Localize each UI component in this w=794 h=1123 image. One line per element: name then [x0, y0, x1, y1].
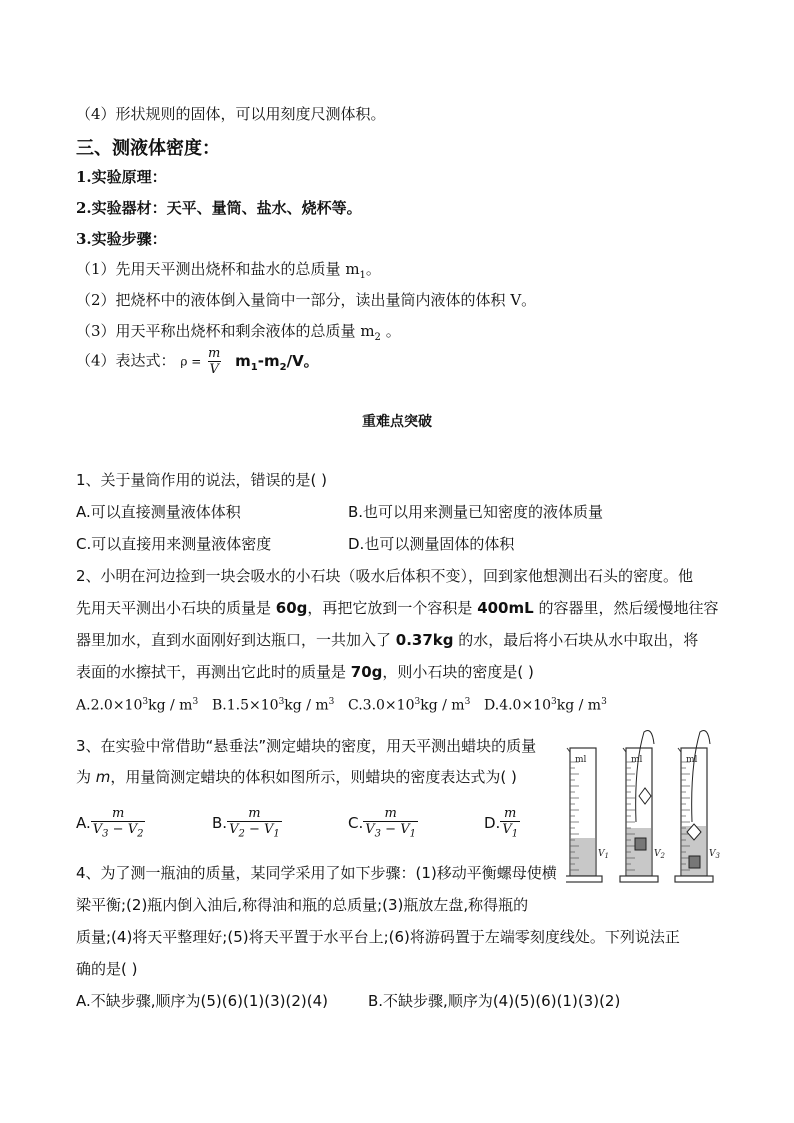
cylinder-base — [566, 876, 602, 882]
cylinder-volume-label: $V_3$ — [709, 849, 720, 860]
q4-line-4: 确的是( ) — [76, 960, 138, 978]
step-4-label: （4）表达式： — [76, 351, 176, 370]
step-3-sub: 2 — [374, 332, 381, 343]
q3-option-fraction: $\frac{m}{V_1}$ — [502, 806, 519, 840]
wax-block — [639, 788, 651, 804]
focus-title: 重难点突破 — [362, 414, 432, 430]
density-expression: $m_1-m_2/V$。 — [235, 351, 319, 373]
step-1 — [76, 258, 381, 281]
cylinder-base — [620, 876, 658, 882]
q2-option-b: $B.1.5\times 10^3kg / m^3$ — [212, 697, 335, 714]
q1-option-c: C.可以直接用来测量液体密度 — [76, 535, 272, 553]
equipment-line — [76, 197, 362, 218]
section-heading: 三、测液体密度： — [76, 138, 220, 159]
step-1-end: 。 — [365, 260, 381, 278]
q2-option-a: $A.2.0\times 10^3kg / m^3$ — [76, 697, 199, 714]
density-fraction — [206, 346, 222, 377]
q2-mass-1: 60g — [275, 599, 308, 617]
q3-line-2: 为 m，用量筒测定蜡块的体积如图所示，则蜡块的密度表达式为( ) — [76, 768, 517, 786]
q2-mass-2: 70g — [350, 663, 383, 681]
q2-line-1: 2、小明在河边捡到一块会吸水的小石块（吸水后体积不变），回到家他想测出石头的密度。他 — [76, 567, 694, 585]
step-3-end: 。 — [380, 322, 401, 340]
q4-line-1: 4、为了测一瓶油的质量，某同学采用了如下步骤：(1)移动平衡螺母使横 — [76, 864, 557, 882]
principle-label: 1.实验原理： — [76, 168, 167, 186]
q3-option-fraction: $\frac{m}{V_2 - V_1}$ — [229, 806, 280, 840]
q3-option-c: C. $\frac{m}{V_3 - V_1}$ — [348, 806, 416, 840]
q4-line-2: 梁平衡;(2)瓶内倒入油后,称得油和瓶的总质量;(3)瓶放左盘,称得瓶的 — [76, 896, 529, 914]
q2-option-c: $C.3.0\times 10^3kg / m^3$ — [348, 697, 471, 714]
q1-option-d: D.也可以测量固体的体积 — [348, 535, 515, 553]
q3-option-d: D. $\frac{m}{V_1}$ — [484, 806, 519, 840]
hanging-string — [636, 731, 654, 823]
cylinder-unit-label: ml — [631, 755, 643, 765]
step-4 — [76, 346, 319, 377]
q3-option-b: B. $\frac{m}{V_2 - V_1}$ — [212, 806, 280, 840]
steps-label: 3.实验步骤： — [76, 230, 167, 248]
q4-line-3: 质量;(4)将天平整理好;(5)将天平置于水平台上;(6)将游码置于左端零刻度线处。下列说法正 — [76, 928, 680, 946]
cylinder-unit-label: ml — [686, 755, 698, 765]
q4-option-b: B.不缺步骤,顺序为(4)(5)(6)(1)(3)(2) — [368, 992, 621, 1010]
q3-line-1: 3、在实验中常借助“悬垂法”测定蜡块的密度，用天平测出蜡块的质量 — [76, 737, 537, 755]
cylinder-volume-label: $V_2$ — [654, 849, 665, 860]
sinker-weight — [635, 838, 646, 850]
step-1-text: （1）先用天平测出烧杯和盐水的总质量 m — [76, 260, 360, 278]
q3-mass-symbol: m — [95, 768, 111, 786]
q2-volume: 400mL — [477, 599, 534, 617]
fraction-denominator: V — [209, 362, 219, 377]
q2-water-mass: 0.37kg — [395, 631, 454, 649]
sinker-weight — [689, 856, 700, 868]
step-3 — [76, 320, 401, 343]
equipment-text: 2.实验器材：天平、量筒、盐水、烧杯等。 — [76, 199, 362, 217]
q3-option-fraction: $\frac{m}{V_3 - V_2}$ — [92, 806, 144, 840]
measuring-cylinders-figure — [566, 726, 726, 888]
rho-symbol: ρ = — [180, 354, 202, 369]
q3-option-fraction: $\frac{m}{V_3 - V_1}$ — [365, 806, 416, 840]
q1-option-a: A.可以直接测量液体体积 — [76, 503, 241, 521]
q2-line-4: 表面的水擦拭干，再测出它此时的质量是 70g，则小石块的密度是( ) — [76, 663, 534, 681]
q1-stem: 1、关于量筒作用的说法，错误的是( ) — [76, 471, 328, 489]
cylinder-unit-label: ml — [575, 755, 587, 765]
step-2: （2）把烧杯中的液体倒入量筒中一部分，读出量筒内液体的体积 V。 — [76, 291, 537, 309]
q1-option-b: B.也可以用来测量已知密度的液体质量 — [348, 503, 604, 521]
q4-option-a: A.不缺步骤,顺序为(5)(6)(1)(3)(2)(4) — [76, 992, 329, 1010]
q2-line-3: 器里加水，直到水面刚好到达瓶口，一共加入了 0.37kg 的水，最后将小石块从水中取出，将 — [76, 631, 699, 649]
q2-line-2: 先用天平测出小石块的质量是 60g，再把它放到一个容积是 400mL 的容器里，然后缓慢地往容 — [76, 599, 719, 617]
solid-volume-note: （4）形状规则的固体，可以用刻度尺测体积。 — [76, 105, 386, 123]
cylinder-volume-label: $V_1$ — [598, 849, 609, 860]
step-1-sub: 1 — [359, 270, 366, 281]
q2-option-d: $D.4.0\times 10^3kg / m^3$ — [484, 697, 607, 714]
step-3-text: （3）用天平称出烧杯和剩余液体的总质量 m — [76, 322, 375, 340]
cylinder-base — [675, 876, 713, 882]
fraction-numerator: m — [208, 346, 221, 361]
q3-option-a: A. $\frac{m}{V_3 - V_2}$ — [76, 806, 144, 840]
